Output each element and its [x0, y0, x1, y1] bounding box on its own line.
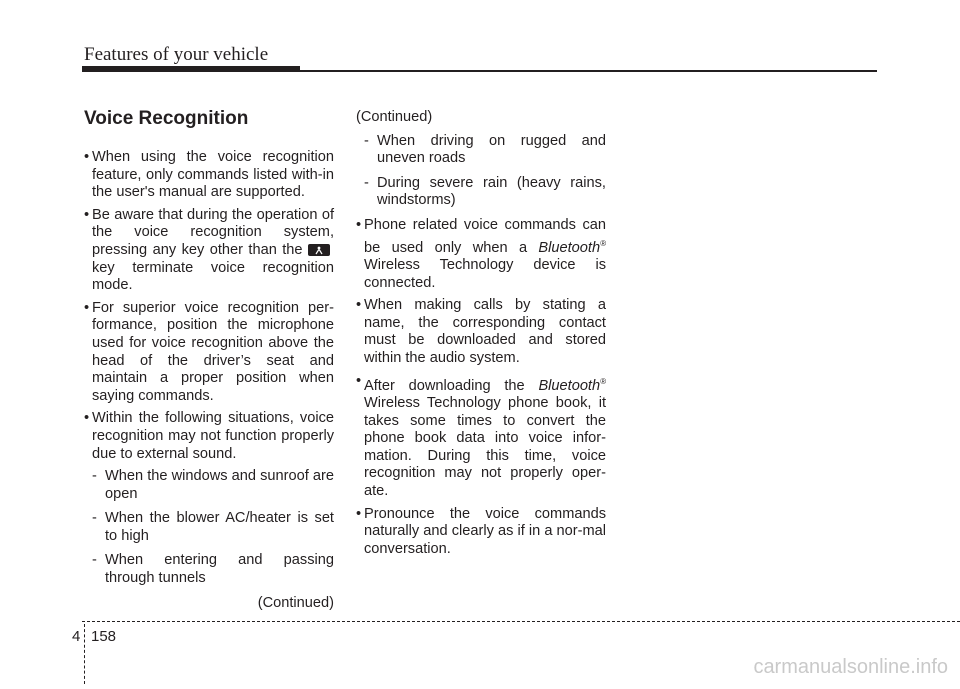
header-rule-thick	[82, 66, 300, 72]
footer-vertical-rule	[84, 624, 85, 684]
sub-item-text: When the blower AC/heater is set to high	[105, 510, 334, 544]
sub-item-blower-high: - When the blower AC/heater is set to high	[92, 510, 334, 544]
bullet-contact-download	[356, 297, 606, 367]
bullet-text: For superior voice recognition per-formance, position the microphone used for voice recognition above the head of the driver’s seat and maintain a proper position when saying commands.	[92, 299, 334, 404]
bullet-microphone-position	[84, 300, 334, 406]
sub-item-text: When the windows and sunroof are open	[105, 468, 334, 502]
header-rule-thin	[300, 70, 877, 72]
sub-item-severe-rain: - During severe rain (heavy rains, windstorms)	[364, 174, 606, 209]
chapter-number: 4	[72, 628, 81, 645]
sub-item-rugged-roads: - When driving on rugged and uneven roads	[364, 132, 606, 167]
continued-note: (Continued)	[257, 594, 334, 611]
bluetooth-brand: Bluetooth	[538, 239, 601, 256]
section-title: Voice Recognition	[84, 108, 249, 129]
left-column	[84, 108, 334, 612]
bullet-text-before: After downloading the	[364, 377, 525, 394]
bullet-phone-commands	[356, 217, 606, 292]
bullet-external-sound	[84, 410, 334, 463]
right-column	[356, 109, 606, 563]
bullet-text-after: Wireless Technology device is connected.	[364, 257, 606, 291]
bullet-text-after: key terminate voice recognition mode.	[92, 259, 334, 294]
registered-mark: ®	[600, 376, 607, 386]
bluetooth-brand: Bluetooth	[538, 377, 601, 394]
bullet-text: When using the voice recognition feature, only commands listed with-in the user's manual are supported.	[92, 149, 334, 201]
bullet-pronounce-naturally	[356, 506, 606, 559]
bullet-text-after: Wireless Technology phone book, it takes some times to convert the phone book data into voice infor-mation. During this time, voice recognition may not properly oper-ate.	[364, 395, 606, 499]
sub-item-text: During severe rain (heavy rains, windstorms)	[377, 174, 606, 209]
sub-item-text: When entering and passing through tunnels	[105, 552, 334, 587]
bullet-text: When making calls by stating a name, the corresponding contact must be downloaded and stored within the audio system.	[364, 297, 606, 366]
bullet-text-before: Be aware that during the operation of the voice recognition system, pressing any key other than the	[92, 206, 334, 258]
page-header-title: Features of your vehicle	[84, 44, 269, 65]
sub-item-text: When driving on rugged and uneven roads	[377, 132, 606, 167]
bullet-phonebook-convert	[356, 373, 606, 501]
registered-mark: ®	[600, 238, 606, 248]
continued-note: (Continued)	[356, 109, 433, 125]
bullet-text: Within the following situations, voice recognition may not function properly due to external sound.	[92, 410, 334, 462]
bullet-text-before: Phone related voice commands can be used only when a	[364, 216, 606, 256]
watermark: carmanualsonline.info	[753, 656, 948, 678]
sub-item-tunnels: - When entering and passing through tunnels	[92, 552, 334, 587]
bullet-text: Pronounce the voice commands naturally and clearly as if in a nor-mal conversation.	[364, 505, 606, 557]
sub-item-windows-open: - When the windows and sunroof are open	[92, 468, 334, 502]
bullet-key-terminates	[84, 207, 334, 295]
bullet-commands-supported	[84, 149, 334, 202]
footer-rule	[82, 621, 960, 622]
page-number: 158	[91, 628, 117, 645]
voice-key-icon	[308, 244, 330, 256]
